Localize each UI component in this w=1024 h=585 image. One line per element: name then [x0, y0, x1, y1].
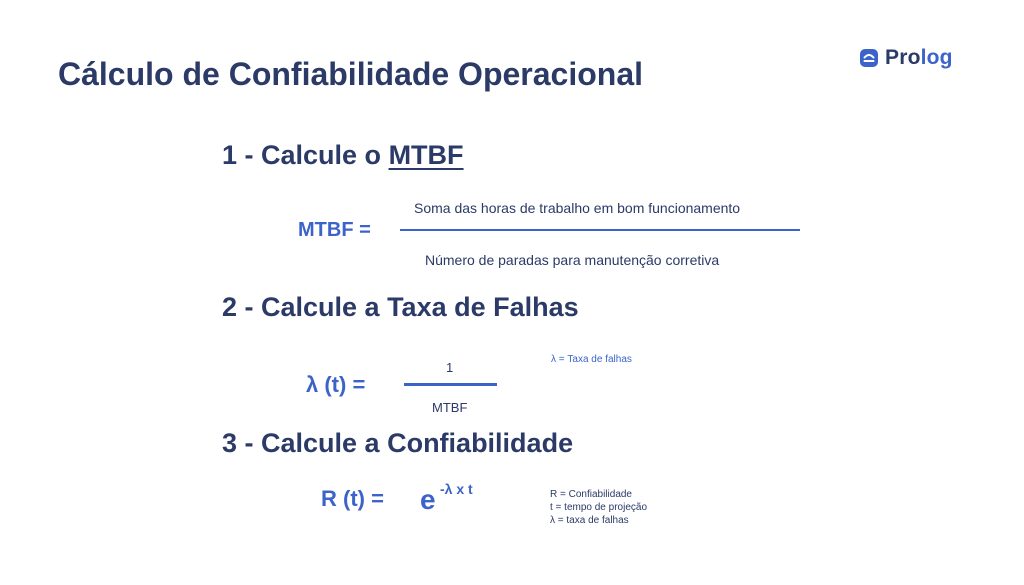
failure-rate-lhs: λ (t) =: [306, 372, 366, 397]
reliability-lhs: R (t) =: [321, 486, 384, 511]
step-3-heading: 3 - Calcule a Confiabilidade: [222, 428, 574, 458]
prolog-logo-icon: [860, 49, 878, 67]
step-1-prefix: 1 - Calcule o: [222, 140, 389, 170]
legend-item: t = tempo de projeção: [550, 502, 648, 513]
logo-wordmark: Prolog: [885, 46, 953, 69]
failure-rate-fraction-line: [404, 383, 497, 386]
legend-item: R = Confiabilidade: [550, 489, 632, 500]
mtbf-formula-lhs: MTBF =: [298, 219, 371, 241]
mtbf-denominator: Número de paradas para manutenção corretiva: [425, 252, 720, 268]
legend-item: λ = taxa de falhas: [550, 515, 629, 526]
prolog-logo: [860, 46, 953, 70]
step-2-heading: 2 - Calcule a Taxa de Falhas: [222, 292, 579, 322]
failure-rate-numerator: 1: [446, 360, 454, 375]
failure-rate-denominator: MTBF: [432, 400, 468, 415]
mtbf-fraction-line: [400, 229, 800, 231]
mtbf-term-link: MTBF: [388, 140, 464, 170]
reliability-exponent: -λ x t: [440, 481, 473, 497]
step-1-heading: [222, 140, 464, 171]
page-title: Cálculo de Confiabilidade Operacional: [58, 56, 643, 92]
reliability-legend: [550, 488, 647, 527]
reliability-base: e: [420, 484, 436, 515]
mtbf-numerator: Soma das horas de trabalho em bom funcionamento: [414, 200, 741, 216]
failure-rate-note: λ = Taxa de falhas: [551, 354, 632, 365]
